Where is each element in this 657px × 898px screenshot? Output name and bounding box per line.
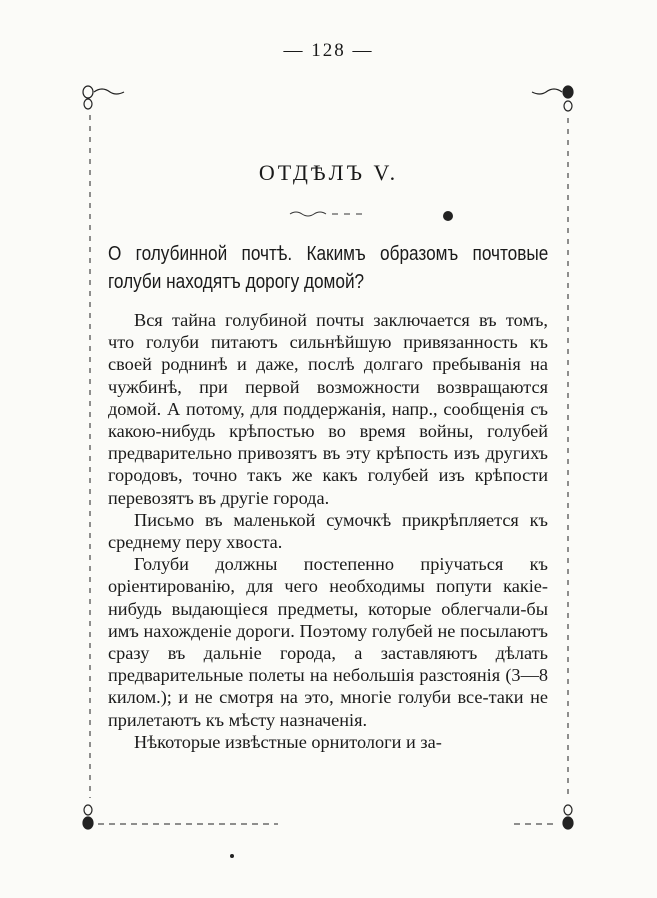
corner-ornament-top-left [83, 86, 124, 109]
corner-ornament-bottom-left [83, 805, 93, 829]
paragraph: Вся тайна голубиной почты заключается въ томъ, что голуби питаютъ сильнѣйшую привязанность къ своей роднинѣ и даже, послѣ долгаго пребыванія на чужбинѣ, при первой возможности возвращаются домой. А потому, для поддержанія, напр., сообщенія съ какою-нибудь крѣпостью во время войны, голубей предварительно привозятъ въ эту крѣпость изъ другихъ городовъ, точно такъ же какъ голубей изъ крѣпости перевозятъ въ другіе города. [108, 310, 548, 508]
section-title: ОТДѢЛЪ V. [258, 160, 399, 185]
page-number: — 128 — [283, 40, 374, 61]
paragraph: Голуби должны постепенно пріучаться къ оріентированію, для чего необходимы попути какіе-нибудь выдающіеся предметы, которые облегчали-бы имъ нахожденіе дороги. Поэтому голубей не посылаютъ сразу въ дальніе города, а заставляютъ дѣлать предварительные полеты на небольшія разстоянія (3—8 килом.); и не смотря на это, многіе голуби все-таки не прилетаютъ къ мѣсту назначенія. [108, 554, 548, 730]
paragraph: Письмо въ маленькой сумочкѣ прикрѣпляется къ среднему перу хвоста. [108, 509, 548, 553]
decorative-rule [280, 206, 460, 226]
paragraph: Нѣкоторые извѣстные орнитологи и за- [134, 731, 442, 752]
ink-speck [230, 854, 234, 858]
corner-ornament-top-right [532, 86, 573, 111]
body-text [108, 309, 548, 753]
corner-ornament-bottom-right [563, 805, 573, 829]
chapter-heading: О голубинной почтѣ. Какимъ образомъ почтовые голуби находятъ дорогу домой? [108, 243, 549, 293]
